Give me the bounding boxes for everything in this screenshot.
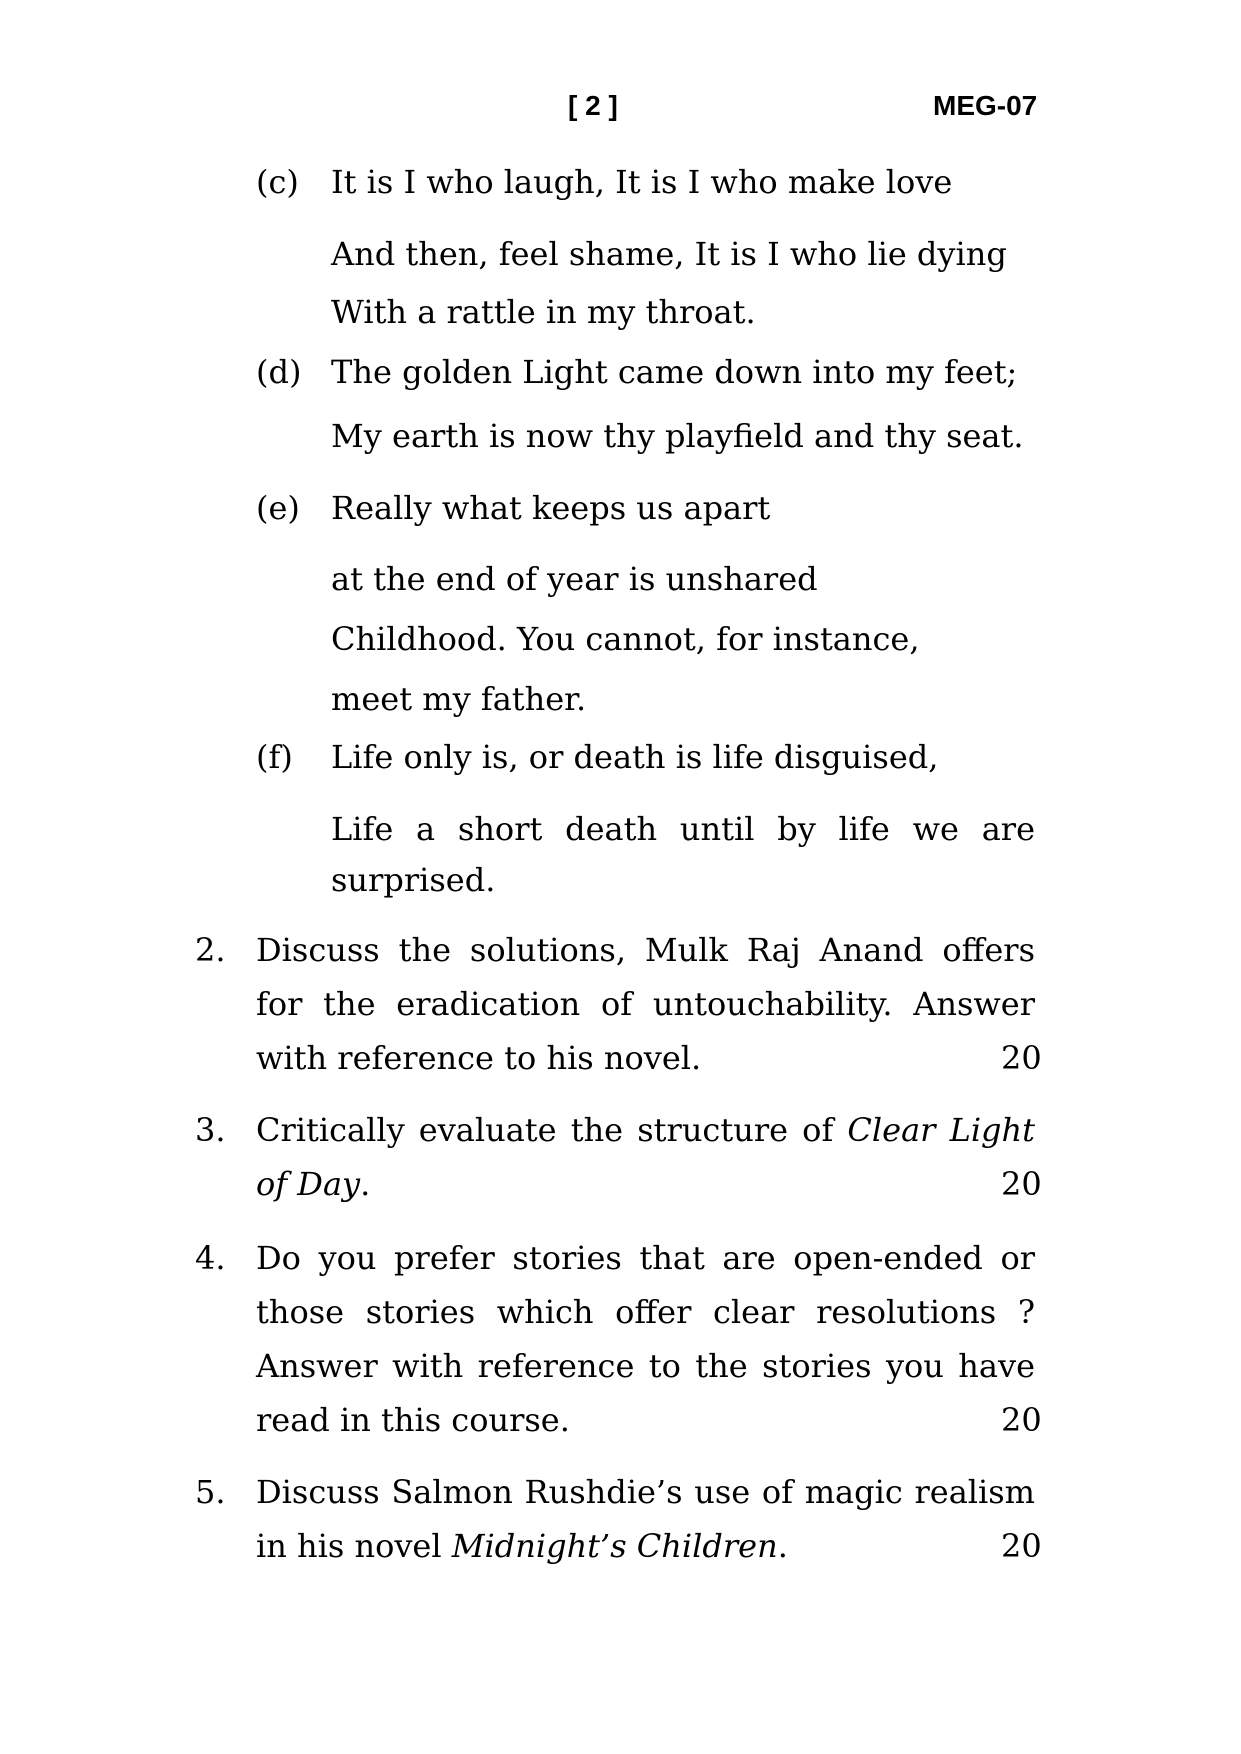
question-text: in his novel bbox=[256, 1527, 442, 1565]
question-marks: 20 bbox=[1001, 1165, 1042, 1203]
passage-line: It is I who laugh, It is I who make love bbox=[331, 163, 953, 201]
passage-line: Life a short death until by life we are bbox=[331, 810, 1035, 848]
question-line: Discuss the solutions, Mulk Raj Anand offers bbox=[256, 931, 1035, 969]
work-title: Clear Light bbox=[847, 1111, 1036, 1149]
question-number: 5. bbox=[195, 1473, 226, 1511]
passage-line: surprised. bbox=[331, 861, 496, 899]
question-text: Critically evaluate the structure of bbox=[256, 1111, 834, 1149]
passage-label: (f) bbox=[256, 738, 293, 776]
question-number: 4. bbox=[195, 1239, 226, 1277]
question-line: Do you prefer stories that are open-ended or bbox=[256, 1239, 1035, 1277]
question-number: 3. bbox=[195, 1111, 226, 1149]
question-line: with reference to his novel. bbox=[256, 1039, 702, 1077]
question-line: for the eradication of untouchability. Answer bbox=[256, 985, 1035, 1023]
passage-label: (e) bbox=[256, 489, 300, 527]
passage-line: The golden Light came down into my feet; bbox=[331, 353, 1018, 391]
question-punct: . bbox=[777, 1527, 788, 1565]
question-line bbox=[256, 1165, 371, 1203]
question-line: those stories which offer clear resolutions ? bbox=[256, 1293, 1035, 1331]
passage-label: (c) bbox=[256, 163, 299, 201]
question-number: 2. bbox=[195, 931, 226, 969]
question-line: Discuss Salmon Rushdie’s use of magic realism bbox=[256, 1473, 1035, 1511]
question-line bbox=[256, 1111, 1036, 1149]
question-line: read in this course. bbox=[256, 1401, 570, 1439]
passage-line: Really what keeps us apart bbox=[331, 489, 771, 527]
passage-line: meet my father. bbox=[331, 680, 587, 718]
passage-label: (d) bbox=[256, 353, 302, 391]
page-number: [ 2 ] bbox=[568, 90, 618, 121]
question-line bbox=[256, 1527, 788, 1565]
question-marks: 20 bbox=[1001, 1527, 1042, 1565]
page-header bbox=[0, 90, 1241, 130]
passage-line: at the end of year is unshared bbox=[331, 560, 818, 598]
passage-line: My earth is now thy playfield and thy seat. bbox=[331, 417, 1024, 455]
question-marks: 20 bbox=[1001, 1039, 1042, 1077]
work-title: Midnight’s Children bbox=[451, 1527, 778, 1565]
course-code: MEG-07 bbox=[933, 90, 1038, 121]
question-marks: 20 bbox=[1001, 1401, 1042, 1439]
question-line: Answer with reference to the stories you have bbox=[256, 1347, 1035, 1385]
work-title: of Day bbox=[256, 1165, 361, 1203]
passage-line: Life only is, or death is life disguised, bbox=[331, 738, 939, 776]
passage-line: And then, feel shame, It is I who lie dying bbox=[331, 235, 1007, 273]
question-punct: . bbox=[360, 1165, 371, 1203]
passage-line: With a rattle in my throat. bbox=[331, 293, 756, 331]
passage-line: Childhood. You cannot, for instance, bbox=[331, 620, 920, 658]
